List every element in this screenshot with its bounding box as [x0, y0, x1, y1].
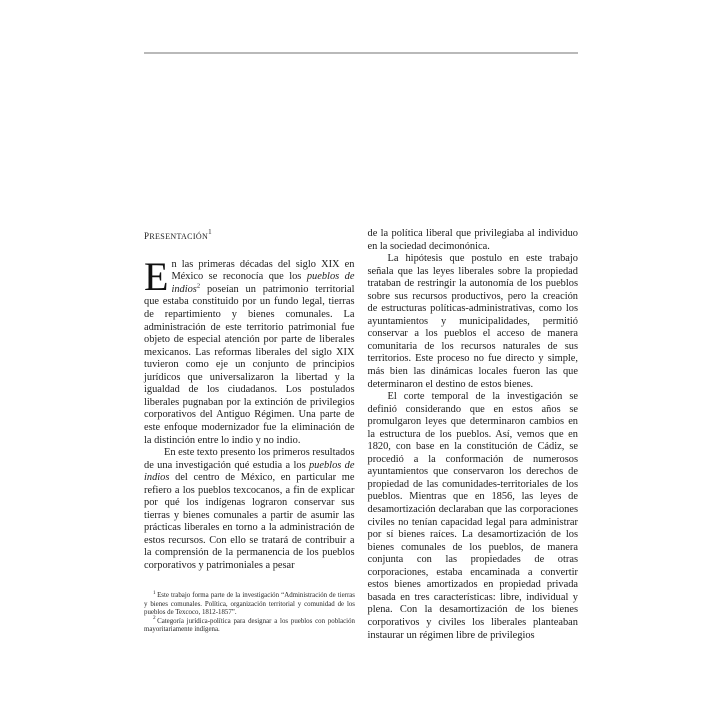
paragraph-continuation	[368, 228, 579, 253]
header-rule	[144, 52, 578, 54]
paragraph-text-cont: poseían un patrimonio territorial que estaba constituido por un fundo legal, tierras de repartimiento y bienes comunales. La administración de este territorio patrimonial fue objeto de especial atención por parte de liberales mexicanos. Las reformas liberales del siglo XIX tuvieron como eje un conjunto de principios jurídicos que universalizaron la libertad y la igualdad de los ciudadanos. Los postulados liberales pugnaban por la extinción de privilegios corporativos del Antiguo Régimen. Una parte de este enfoque modernizador fue la eliminación de la distinción entre lo indio y no indio.	[144, 283, 355, 446]
footnote-1	[144, 589, 355, 618]
page-title-text: presentación	[144, 227, 209, 242]
paragraph-temporal-scope	[368, 391, 579, 642]
paragraph-text: n las primeras décadas del siglo XIX en México se reconocía que los	[171, 258, 355, 283]
footnote-text: Este trabajo forma parte de la investigación “Administración de tierras y bienes comunales. Política, organización territorial y comunidad de los pueblos de Texcoco, 1812-1857”.	[144, 592, 355, 617]
footnote-number: 1	[153, 589, 156, 596]
two-column-layout	[144, 228, 578, 642]
paragraph-text-cont: del centro de México, en particular me refiero a los pueblos texcocanos, a fin de explicar por qué los indígenas lograron conservar sus tierras y bienes comunales a partir de asumir las prácticas liberales en torno a la administración de estos recursos. Con ello se tratará de contribuir a la comprensión de la permanencia de los pueblos corporativos y patrimoniales a pesar	[144, 472, 355, 571]
paragraph-text: El corte temporal de la investigación se definió considerando que en estos años se promulgaron leyes que determinaron cambios en la estructura de los pueblos. Así, vemos que en 1820, con base en la constitución de Cádiz, se procedió a la conformación de numerosos ayuntamientos que conservaron los derechos de propiedad de las comunidades-territoriales de los pueblos. Mientras que en 1856, las leyes de desamortización declaraban que las corporaciones civiles no tenían capacidad legal para administrar por sí bienes raíces. La desamortización de los bienes comunales de los pueblos, de manera conjunta con las propiedades de otras corporaciones, estaba encaminada a convertir estos bienes amortizados en propiedad privada basada en tres características: libre, individual y plena. Con la desamortización de los bienes corporativos y civiles los liberales planteaban instaurar un régimen libre de privilegios	[367, 391, 578, 641]
page-content	[144, 228, 578, 648]
footnote-text: Categoría jurídica-política para designar a los pueblos con población mayoritariamente indígena.	[144, 617, 355, 634]
title-footnote-ref: 1	[208, 228, 212, 237]
paragraph-second	[144, 447, 355, 572]
footnote-number: 2	[153, 615, 156, 622]
paragraph-text: En este texto presento los primeros resultados de una investigación qué estudia a los	[144, 447, 355, 471]
page-title	[144, 228, 355, 243]
emphasis-pueblos-de-indios: pueblos de indios	[171, 271, 355, 295]
paragraph-text: de la política liberal que privilegiaba al individuo en la sociedad decimonónica.	[367, 228, 578, 252]
drop-cap: E	[144, 253, 169, 299]
inline-footnote-ref: 2	[196, 282, 201, 290]
paragraph-intro	[144, 253, 355, 447]
footnote-2	[144, 615, 355, 635]
paragraph-hypothesis	[368, 253, 579, 391]
emphasis-pueblos-de-indios: pueblos de indios	[144, 459, 355, 484]
paragraph-text: La hipótesis que postulo en este trabajo señala que las leyes liberales sobre la propiedad trataban de restringir la autonomía de los pueblos sobre sus recursos productivos, pero la creación de estructuras políticas-administrativas, como los ayuntamientos y municipalidades, permitió conservar a los pueblos el acceso de manera comunitaria de los recursos naturales de sus territorios. Este proceso no fue directo y simple, más bien las dinámicas locales fueron las que determinaron el destino de estos bienes.	[367, 253, 578, 390]
column-left	[144, 227, 355, 634]
column-right	[368, 228, 579, 642]
footnotes-block	[144, 589, 355, 635]
